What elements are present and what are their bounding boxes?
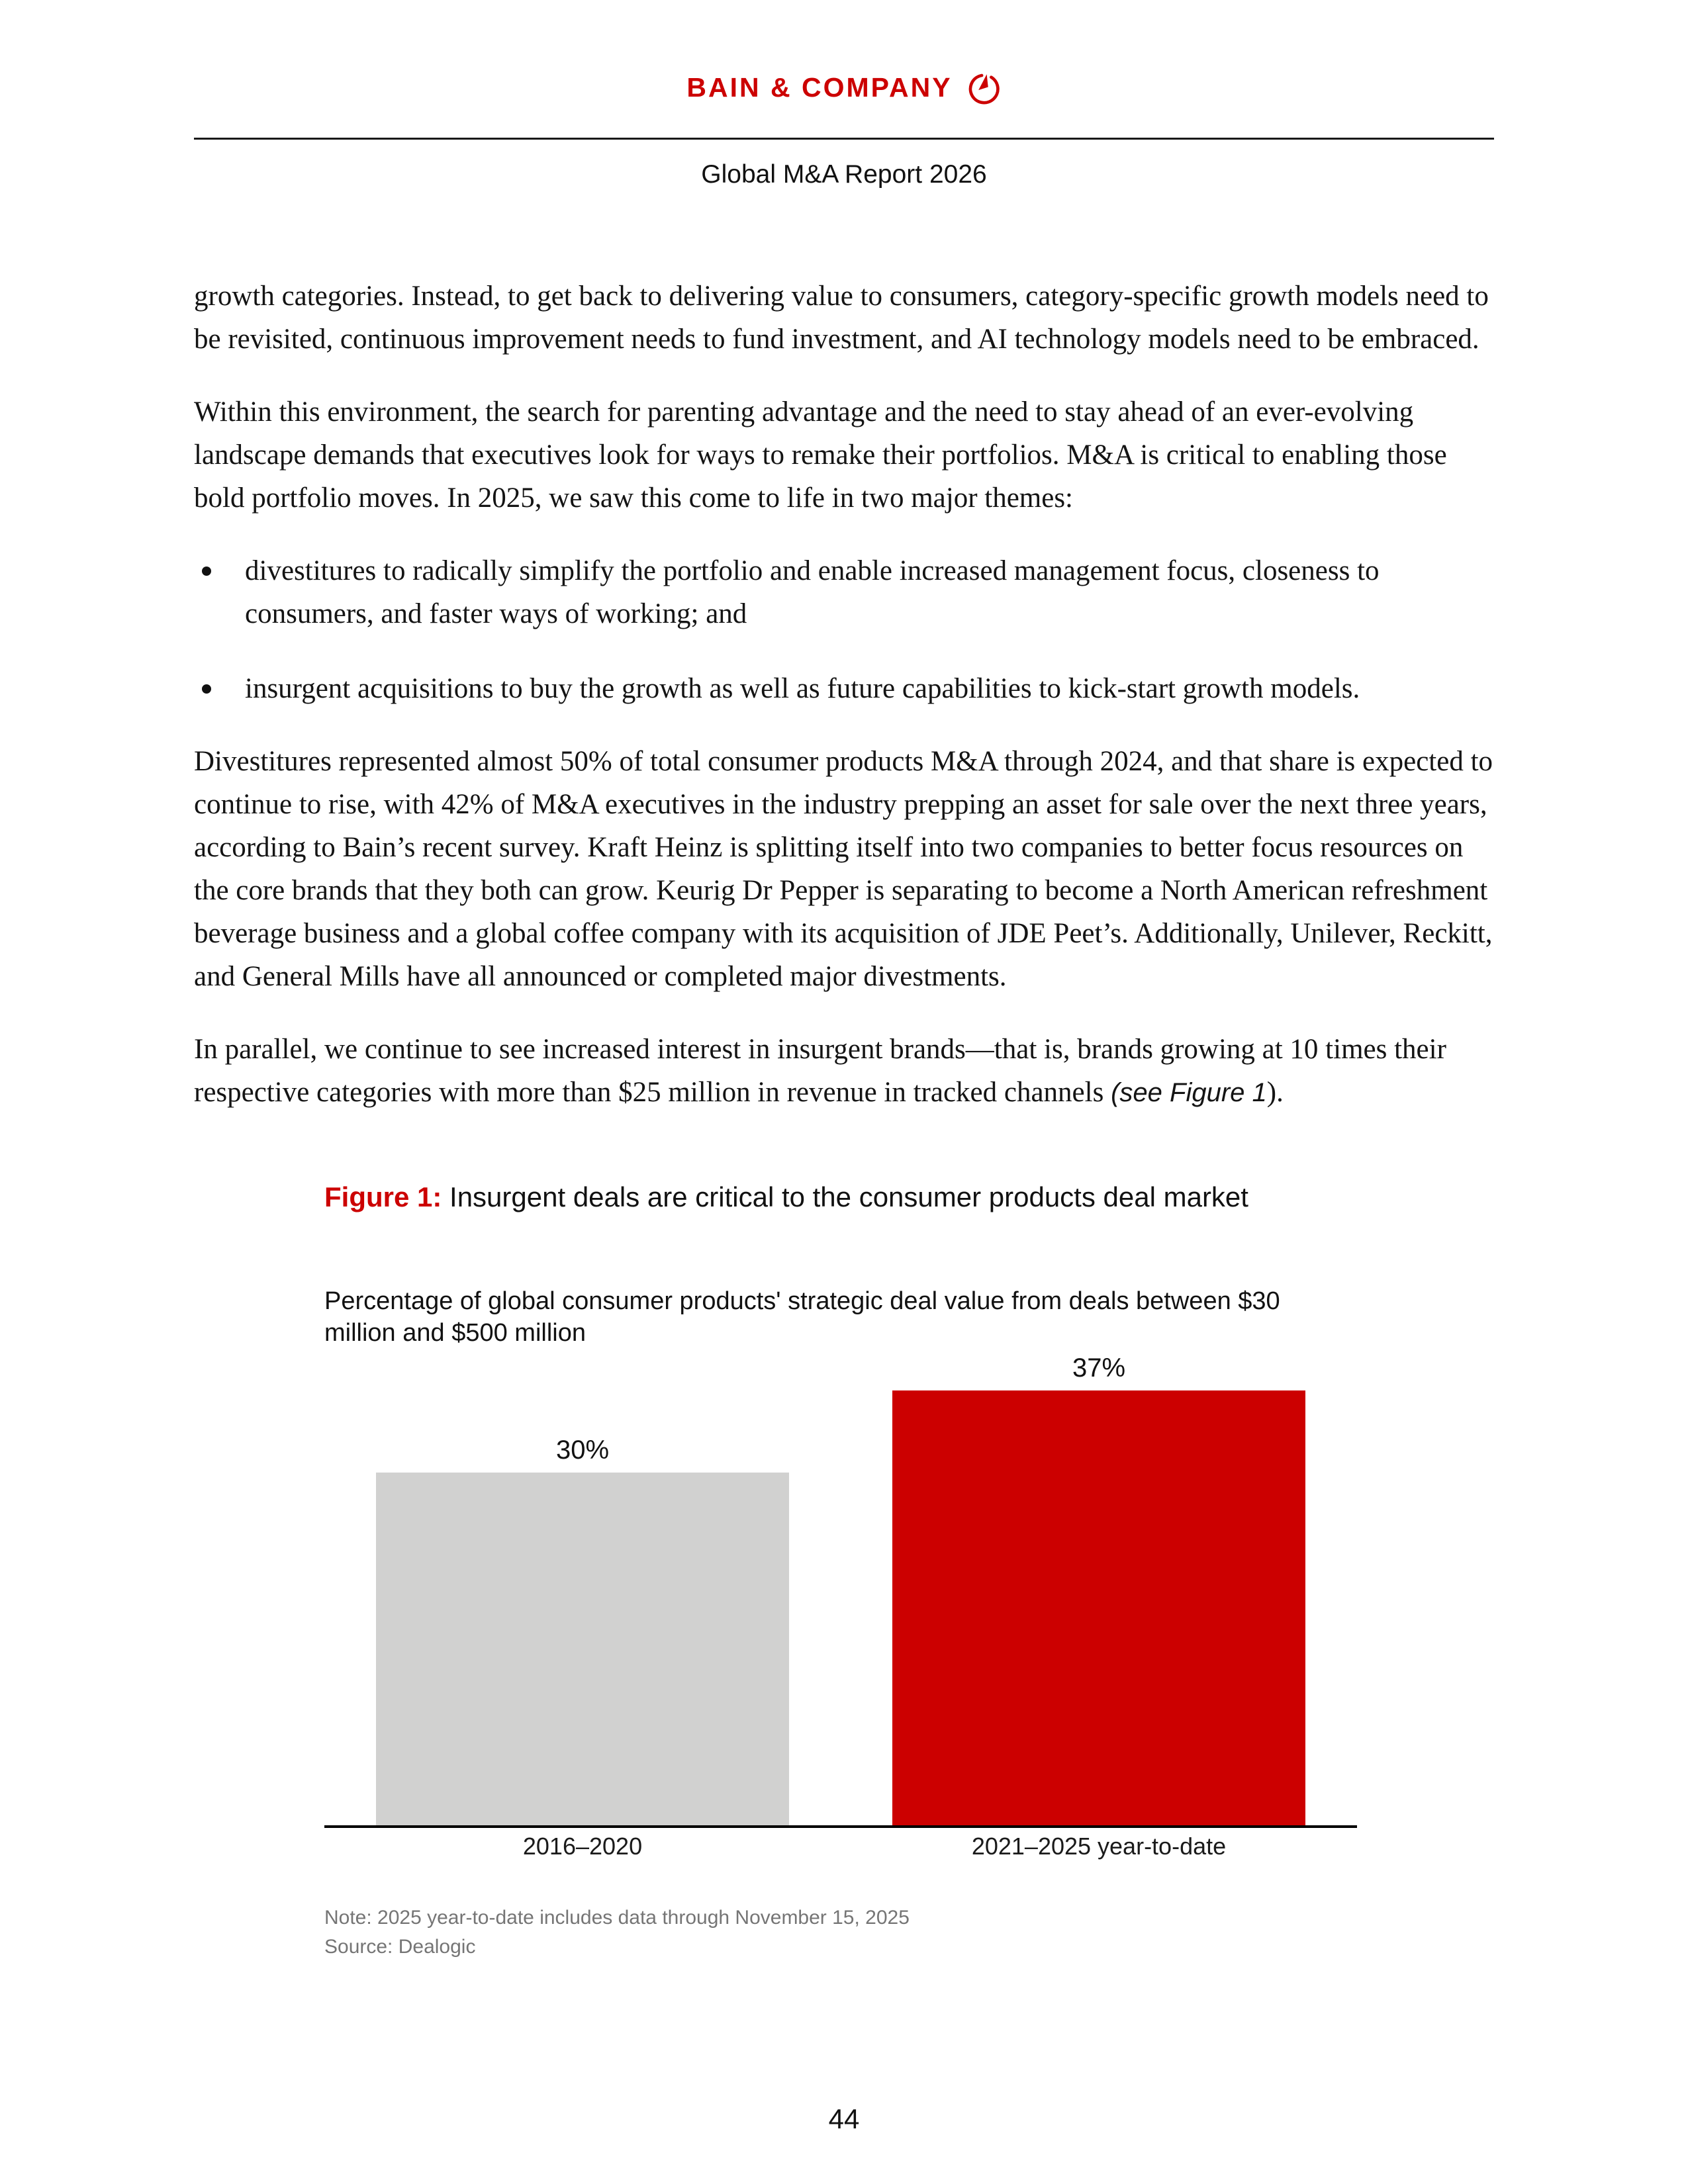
bar-value-label: 30% xyxy=(555,1435,610,1465)
page-footer xyxy=(0,2103,1688,2135)
bullet-dot xyxy=(202,567,211,576)
page-body xyxy=(0,275,1688,1962)
bar-group-2021-2025 xyxy=(892,1353,1305,1825)
paragraph-environment: Within this environment, the search for parenting advantage and the need to stay ahead of an ever-evolving landscape demands that executives look for ways to remake their portfolios. M&A is critical to enabling those bold portfolio moves. In 2025, we saw this come to life in two major themes: xyxy=(194,396,1447,514)
paragraph-text: In parallel, we continue to see increased interest in insurgent brands—that is, brands growing at 10 times their respective categories with more than $25 million in revenue in tracked channels xyxy=(194,1034,1446,1108)
bar-2021-2025 xyxy=(892,1390,1305,1825)
report-title: Global M&A Report 2026 xyxy=(701,160,987,189)
page-header xyxy=(0,0,1688,190)
bullet-text-insurgent-acquisitions: insurgent acquisitions to buy the growth as well as future capabilities to kick-start growth models. xyxy=(245,673,1360,704)
x-axis-label-2016-2020: 2016–2020 xyxy=(522,1833,643,1860)
bain-compass-icon xyxy=(967,69,1002,106)
paragraph-text: ). xyxy=(1266,1077,1284,1108)
paragraph-growth-categories: growth categories. Instead, to get back to delivering value to consumers, category-specific growth models need to be revisited, continuous improvement needs to fund investment, and AI technology models need to be embraced. xyxy=(194,281,1489,355)
x-axis-label-2021-2025: 2021–2025 year-to-date xyxy=(971,1833,1227,1860)
brand-wordmark: BAIN & COMPANY xyxy=(686,71,953,103)
bar-value-label: 37% xyxy=(1072,1353,1126,1383)
list-item xyxy=(194,667,1499,710)
figure-label: Figure 1: xyxy=(324,1181,442,1212)
figure-title xyxy=(324,1181,1499,1214)
figure-note: Note: 2025 year-to-date includes data through November 15, 2025 xyxy=(324,1907,910,1929)
figure-1 xyxy=(324,1181,1499,1962)
list-item xyxy=(194,549,1499,635)
bullet-dot xyxy=(202,684,211,694)
bar-chart xyxy=(324,1353,1357,1828)
brand xyxy=(0,70,1688,105)
figure-subtitle: Percentage of global consumer products' strategic deal value from deals between $30 million and $500 million xyxy=(324,1287,1280,1347)
paragraph-insurgent-brands xyxy=(194,1028,1499,1115)
paragraph-divestitures: Divestitures represented almost 50% of total consumer products M&A through 2024, and that share is expected to continue to rise, with 42% of M&A executives in the industry prepping an asset for sale over the next three years, according to Bain’s recent survey. Kraft Heinz is splitting itself into two companies to better focus resources on the core brands that they both can grow. Keurig Dr Pepper is separating to become a North American refreshment beverage business and a global coffee company with its acquisition of JDE Peet’s. Additionally, Unilever, Reckitt, and General Mills have all announced or completed major divestments. xyxy=(194,746,1493,992)
page-number: 44 xyxy=(828,2103,860,2134)
bar-group-2016-2020 xyxy=(376,1435,789,1825)
figure-source: Source: Dealogic xyxy=(324,1936,476,1958)
figure-reference: (see Figure 1 xyxy=(1111,1078,1267,1107)
theme-bullet-list xyxy=(194,549,1499,710)
x-axis-labels xyxy=(324,1832,1357,1866)
bar-2016-2020 xyxy=(376,1473,789,1825)
header-divider xyxy=(194,138,1494,140)
bullet-text-divestitures: divestitures to radically simplify the portfolio and enable increased management focus, closeness to consumers, and faster ways of working; and xyxy=(245,555,1380,629)
figure-title-text: Insurgent deals are critical to the consumer products deal market xyxy=(449,1181,1248,1212)
